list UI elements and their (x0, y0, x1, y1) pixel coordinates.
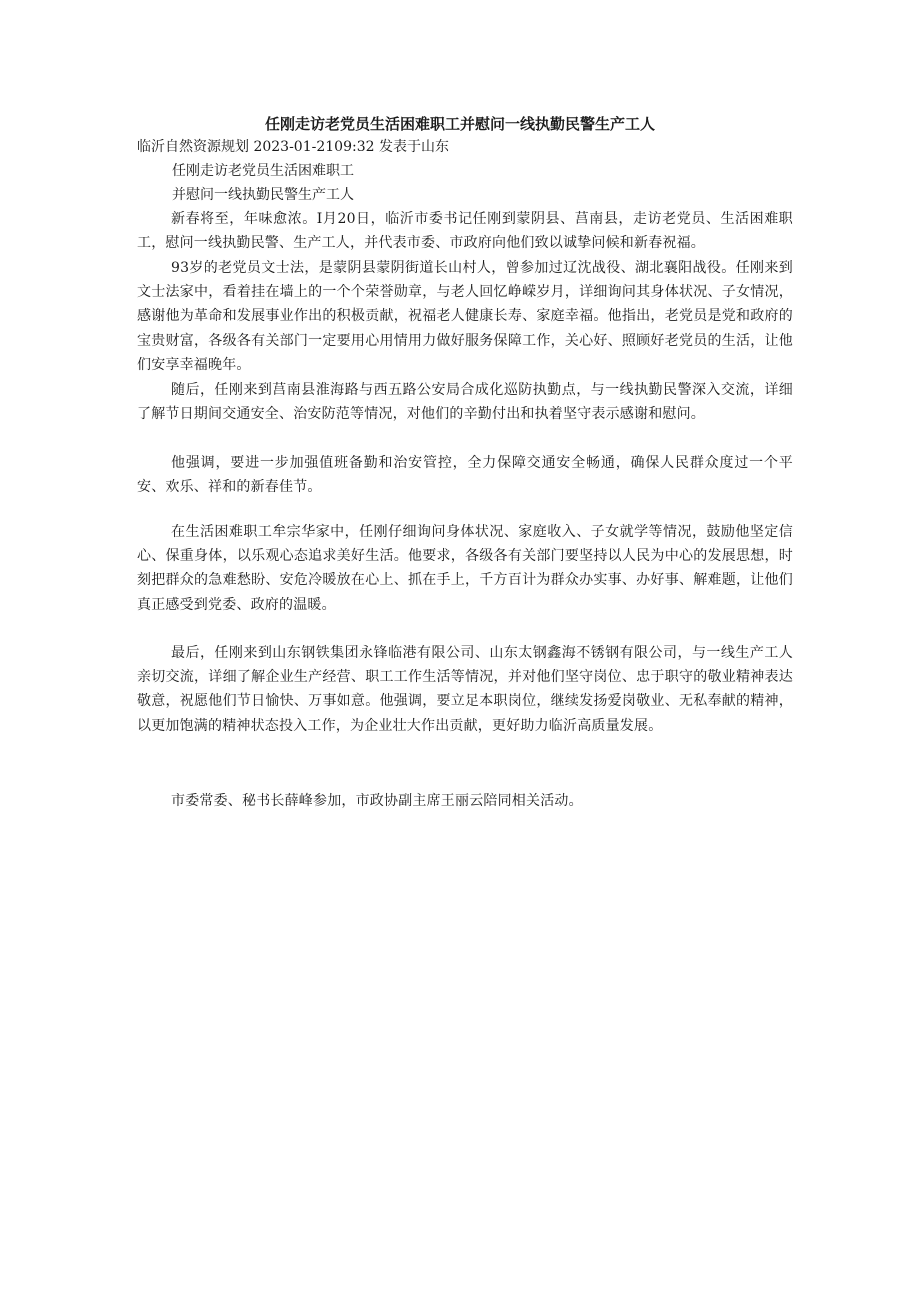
paragraph-veteran-visit: 93岁的老党员文士法，是蒙阴县蒙阴街道长山村人，曾参加过辽沈战役、湖北襄阳战役。任刚来到文士法家中，看着挂在墙上的一个个荣誉勋章，与老人回忆峥嵘岁月，详细询问其身体状况、子女情况，感谢他为革命和发展事业作出的积极贡献，祝福老人健康长寿、家庭幸福。他指出，老党员是党和政府的宝贵财富，各级各有关部门一定要用心用情用力做好服务保障工作，关心好、照顾好老党员的生活，让他们安享幸福晚年。 (137, 260, 793, 373)
paragraph-enterprise-visit: 最后，任刚来到山东钢铁集团永锋临港有限公司、山东太钢鑫海不锈钢有限公司，与一线生产工人亲切交流，详细了解企业生产经营、职工工作生活等情况，并对他们坚守岗位、忠于职守的敬业精神表达敬意，祝愿他们节日愉快、万事如意。他强调，要立足本职岗位，继续发扬爱岗敬业、无私奉献的精神，以更加饱满的精神状态投入工作，为企业壮大作出贡献，更好助力临沂高质量发展。 (137, 645, 793, 734)
paragraph-worker-visit: 在生活困难职工牟宗华家中，任刚仔细询问身体状况、家庭收入、子女就学等情况，鼓励他坚定信心、保重身体，以乐观心态追求美好生活。他要求，各级各有关部门要坚持以人民为中心的发展思想，时刻把群众的急难愁盼、安危冷暖放在心上、抓在手上，千方百计为群众办实事、办好事、解难题，让他们真正感受到党委、政府的温暖。 (137, 524, 793, 613)
article-title: 任刚走访老党员生活困难职工并慰问一线执勤民警生产工人 (264, 115, 655, 133)
subtitle-line-2: 并慰问一线执勤民警生产工人 (172, 187, 354, 203)
article-byline: 临沂自然资源规划 2023-01-2109:32 发表于山东 (137, 139, 449, 155)
paragraph-attendees: 市委常委、秘书长薛峰参加，市政协副主席王丽云陪同相关活动。 (171, 793, 583, 809)
paragraph-security-emphasis: 他强调，要进一步加强值班备勤和治安管控，全力保障交通安全畅通，确保人民群众度过一个平安、欢乐、祥和的新春佳节。 (137, 455, 793, 496)
paragraph-intro: 新春将至，年味愈浓。I月20日，临沂市委书记任刚到蒙阴县、莒南县，走访老党员、生活困难职工，慰问一线执勤民警、生产工人，并代表市委、市政府向他们致以诚挚问候和新春祝福。 (137, 211, 793, 252)
paragraph-police-visit: 随后，任刚来到莒南县淮海路与西五路公安局合成化巡防执勤点，与一线执勤民警深入交流，详细了解节日期间交通安全、治安防范等情况，对他们的辛勤付出和执着坚守表示感谢和慰问。 (137, 382, 793, 423)
subtitle-line-1: 任刚走访老党员生活困难职工 (172, 163, 354, 179)
